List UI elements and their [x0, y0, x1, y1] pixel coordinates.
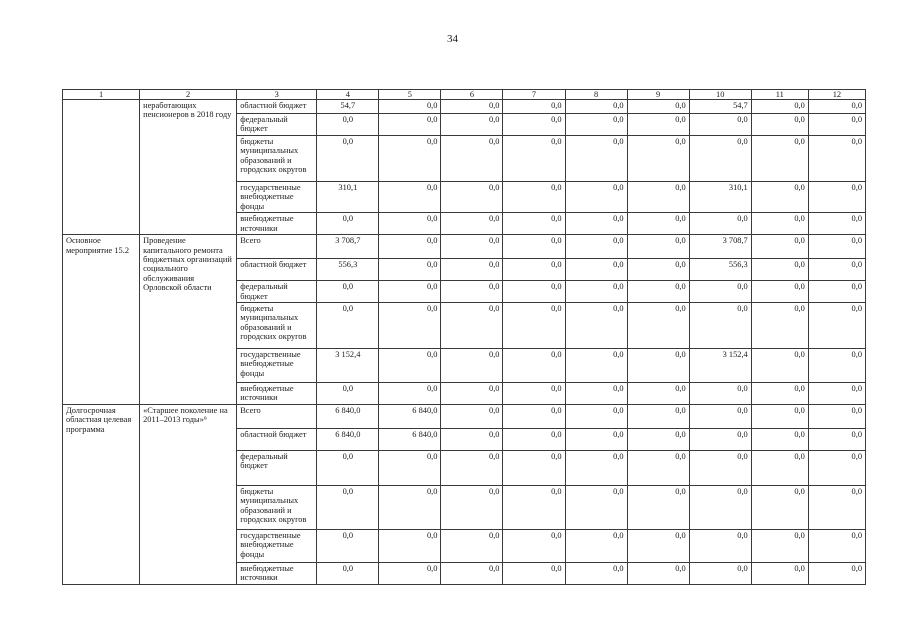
- value-cell: 0,0: [379, 235, 441, 259]
- value-cell: 6 840,0: [379, 405, 441, 429]
- column-header: 7: [503, 90, 565, 100]
- value-cell: 0,0: [751, 303, 808, 349]
- value-cell: 0,0: [565, 530, 627, 563]
- funding-source-cell: государственные внебюджетные фонды: [237, 349, 317, 383]
- value-cell: 0,0: [317, 303, 379, 349]
- value-cell: 0,0: [751, 563, 808, 585]
- value-cell: 0,0: [441, 383, 503, 405]
- value-cell: 3 708,7: [317, 235, 379, 259]
- table-row: [63, 100, 866, 114]
- value-cell: 0,0: [317, 530, 379, 563]
- value-cell: 0,0: [441, 281, 503, 303]
- value-cell: 0,0: [627, 213, 689, 235]
- funding-source-cell: государственные внебюджетные фонды: [237, 182, 317, 213]
- value-cell: 0,0: [317, 136, 379, 182]
- value-cell: 0,0: [441, 405, 503, 429]
- value-cell: 0,0: [441, 136, 503, 182]
- value-cell: 0,0: [441, 451, 503, 486]
- value-cell: 0,0: [441, 100, 503, 114]
- value-cell: 0,0: [689, 405, 751, 429]
- value-cell: 0,0: [627, 383, 689, 405]
- value-cell: 54,7: [317, 100, 379, 114]
- value-cell: 0,0: [565, 429, 627, 451]
- value-cell: 0,0: [808, 349, 865, 383]
- value-cell: 3 152,4: [317, 349, 379, 383]
- value-cell: 310,1: [689, 182, 751, 213]
- value-cell: 0,0: [751, 405, 808, 429]
- value-cell: 0,0: [565, 303, 627, 349]
- value-cell: 0,0: [503, 530, 565, 563]
- value-cell: 0,0: [689, 136, 751, 182]
- value-cell: 0,0: [441, 259, 503, 281]
- value-cell: 0,0: [565, 235, 627, 259]
- value-cell: 0,0: [441, 563, 503, 585]
- value-cell: 0,0: [379, 563, 441, 585]
- value-cell: 0,0: [751, 114, 808, 136]
- value-cell: 0,0: [808, 486, 865, 530]
- column-header: 8: [565, 90, 627, 100]
- value-cell: 0,0: [751, 486, 808, 530]
- column-header: 11: [751, 90, 808, 100]
- funding-source-cell: бюджеты муниципальных образований и городских округов: [237, 136, 317, 182]
- funding-source-cell: бюджеты муниципальных образований и городских округов: [237, 303, 317, 349]
- value-cell: 0,0: [503, 429, 565, 451]
- value-cell: 0,0: [808, 136, 865, 182]
- value-cell: 0,0: [751, 429, 808, 451]
- value-cell: 0,0: [503, 563, 565, 585]
- value-cell: 0,0: [565, 349, 627, 383]
- value-cell: 0,0: [379, 281, 441, 303]
- value-cell: 0,0: [627, 281, 689, 303]
- value-cell: 0,0: [808, 235, 865, 259]
- column-header: 5: [379, 90, 441, 100]
- value-cell: 0,0: [751, 383, 808, 405]
- value-cell: 0,0: [751, 451, 808, 486]
- column-header: 4: [317, 90, 379, 100]
- value-cell: 0,0: [317, 451, 379, 486]
- budget-table: [62, 89, 866, 585]
- value-cell: 0,0: [565, 213, 627, 235]
- value-cell: 0,0: [751, 213, 808, 235]
- value-cell: 0,0: [627, 486, 689, 530]
- funding-source-cell: внебюджетные источники: [237, 213, 317, 235]
- value-cell: 0,0: [689, 563, 751, 585]
- value-cell: 0,0: [627, 114, 689, 136]
- value-cell: 0,0: [689, 451, 751, 486]
- value-cell: 0,0: [627, 530, 689, 563]
- value-cell: 0,0: [751, 136, 808, 182]
- value-cell: 0,0: [627, 303, 689, 349]
- value-cell: 0,0: [689, 303, 751, 349]
- value-cell: 0,0: [317, 563, 379, 585]
- value-cell: 0,0: [503, 235, 565, 259]
- value-cell: 0,0: [808, 259, 865, 281]
- column-header: 10: [689, 90, 751, 100]
- event-cell: Долгосрочная областная целевая программа: [63, 405, 140, 585]
- value-cell: 0,0: [689, 486, 751, 530]
- value-cell: 310,1: [317, 182, 379, 213]
- value-cell: 0,0: [379, 349, 441, 383]
- value-cell: 0,0: [808, 281, 865, 303]
- funding-source-cell: внебюджетные источники: [237, 563, 317, 585]
- value-cell: 0,0: [689, 213, 751, 235]
- value-cell: 0,0: [441, 213, 503, 235]
- value-cell: 0,0: [565, 259, 627, 281]
- column-header: 3: [237, 90, 317, 100]
- funding-source-cell: федеральный бюджет: [237, 451, 317, 486]
- value-cell: 0,0: [503, 114, 565, 136]
- value-cell: 0,0: [689, 429, 751, 451]
- value-cell: 0,0: [627, 405, 689, 429]
- value-cell: 0,0: [379, 182, 441, 213]
- value-cell: 0,0: [751, 349, 808, 383]
- funding-source-cell: государственные внебюджетные фонды: [237, 530, 317, 563]
- value-cell: 0,0: [627, 136, 689, 182]
- value-cell: 0,0: [565, 451, 627, 486]
- value-cell: 0,0: [627, 235, 689, 259]
- value-cell: 0,0: [379, 303, 441, 349]
- value-cell: 0,0: [751, 235, 808, 259]
- value-cell: 0,0: [379, 530, 441, 563]
- event-cell: [63, 100, 140, 235]
- value-cell: 0,0: [565, 136, 627, 182]
- value-cell: 0,0: [441, 429, 503, 451]
- value-cell: 0,0: [627, 451, 689, 486]
- value-cell: 0,0: [565, 281, 627, 303]
- table-row: [63, 405, 866, 429]
- value-cell: 0,0: [379, 451, 441, 486]
- value-cell: 0,0: [441, 114, 503, 136]
- value-cell: 0,0: [503, 259, 565, 281]
- value-cell: 0,0: [751, 100, 808, 114]
- value-cell: 6 840,0: [317, 429, 379, 451]
- value-cell: 0,0: [565, 182, 627, 213]
- value-cell: 3 708,7: [689, 235, 751, 259]
- value-cell: 6 840,0: [379, 429, 441, 451]
- value-cell: 0,0: [627, 182, 689, 213]
- value-cell: 0,0: [441, 182, 503, 213]
- value-cell: 0,0: [689, 530, 751, 563]
- header-row: [63, 90, 866, 100]
- value-cell: 0,0: [627, 429, 689, 451]
- column-header: 9: [627, 90, 689, 100]
- value-cell: 0,0: [317, 213, 379, 235]
- value-cell: 0,0: [808, 213, 865, 235]
- value-cell: 0,0: [627, 100, 689, 114]
- value-cell: 0,0: [379, 259, 441, 281]
- value-cell: 0,0: [808, 303, 865, 349]
- value-cell: 0,0: [317, 114, 379, 136]
- value-cell: 0,0: [689, 281, 751, 303]
- value-cell: 0,0: [503, 182, 565, 213]
- value-cell: 0,0: [441, 530, 503, 563]
- value-cell: 3 152,4: [689, 349, 751, 383]
- funding-source-cell: Всего: [237, 235, 317, 259]
- column-header: 6: [441, 90, 503, 100]
- value-cell: 0,0: [379, 114, 441, 136]
- funding-source-cell: федеральный бюджет: [237, 114, 317, 136]
- value-cell: 0,0: [751, 530, 808, 563]
- value-cell: 0,0: [751, 259, 808, 281]
- event-cell: Основное мероприятие 15.2: [63, 235, 140, 405]
- funding-source-cell: федеральный бюджет: [237, 281, 317, 303]
- value-cell: 0,0: [565, 486, 627, 530]
- value-cell: 6 840,0: [317, 405, 379, 429]
- value-cell: 0,0: [441, 235, 503, 259]
- value-cell: 0,0: [503, 486, 565, 530]
- value-cell: 0,0: [379, 100, 441, 114]
- value-cell: 0,0: [808, 182, 865, 213]
- value-cell: 54,7: [689, 100, 751, 114]
- value-cell: 0,0: [751, 281, 808, 303]
- value-cell: 0,0: [441, 486, 503, 530]
- value-cell: 0,0: [503, 405, 565, 429]
- value-cell: 0,0: [565, 100, 627, 114]
- value-cell: 0,0: [503, 136, 565, 182]
- value-cell: 0,0: [503, 349, 565, 383]
- budget-table-body: [63, 100, 866, 585]
- table-row: [63, 235, 866, 259]
- program-name-cell: неработающих пенсионеров в 2018 году: [140, 100, 237, 235]
- value-cell: 0,0: [317, 281, 379, 303]
- value-cell: 0,0: [627, 259, 689, 281]
- value-cell: 0,0: [503, 383, 565, 405]
- value-cell: 0,0: [627, 563, 689, 585]
- value-cell: 0,0: [503, 281, 565, 303]
- value-cell: 0,0: [503, 451, 565, 486]
- value-cell: 0,0: [627, 349, 689, 383]
- value-cell: 0,0: [317, 383, 379, 405]
- value-cell: 0,0: [503, 213, 565, 235]
- funding-source-cell: внебюджетные источники: [237, 383, 317, 405]
- funding-source-cell: областной бюджет: [237, 100, 317, 114]
- value-cell: 0,0: [808, 563, 865, 585]
- funding-source-cell: бюджеты муниципальных образований и городских округов: [237, 486, 317, 530]
- value-cell: 0,0: [808, 429, 865, 451]
- column-header: 1: [63, 90, 140, 100]
- column-header: 12: [808, 90, 865, 100]
- value-cell: 556,3: [317, 259, 379, 281]
- funding-source-cell: Всего: [237, 405, 317, 429]
- value-cell: 0,0: [441, 349, 503, 383]
- value-cell: 0,0: [317, 486, 379, 530]
- program-name-cell: Проведение капитального ремонта бюджетных организаций социального обслуживания Орловской области: [140, 235, 237, 405]
- value-cell: 0,0: [379, 383, 441, 405]
- funding-source-cell: областной бюджет: [237, 259, 317, 281]
- value-cell: 0,0: [808, 405, 865, 429]
- value-cell: 0,0: [808, 451, 865, 486]
- value-cell: 0,0: [808, 383, 865, 405]
- value-cell: 0,0: [565, 405, 627, 429]
- value-cell: 0,0: [503, 100, 565, 114]
- value-cell: 0,0: [441, 303, 503, 349]
- value-cell: 0,0: [689, 383, 751, 405]
- value-cell: 0,0: [565, 563, 627, 585]
- program-name-cell: «Старшее поколение на 2011–2013 годы»⁹: [140, 405, 237, 585]
- value-cell: 0,0: [379, 486, 441, 530]
- funding-source-cell: областной бюджет: [237, 429, 317, 451]
- value-cell: 0,0: [379, 213, 441, 235]
- value-cell: 0,0: [689, 114, 751, 136]
- value-cell: 0,0: [751, 182, 808, 213]
- value-cell: 0,0: [808, 114, 865, 136]
- value-cell: 0,0: [808, 100, 865, 114]
- column-header: 2: [140, 90, 237, 100]
- value-cell: 556,3: [689, 259, 751, 281]
- value-cell: 0,0: [565, 114, 627, 136]
- value-cell: 0,0: [503, 303, 565, 349]
- value-cell: 0,0: [379, 136, 441, 182]
- value-cell: 0,0: [808, 530, 865, 563]
- value-cell: 0,0: [565, 383, 627, 405]
- page-number: 34: [447, 33, 458, 45]
